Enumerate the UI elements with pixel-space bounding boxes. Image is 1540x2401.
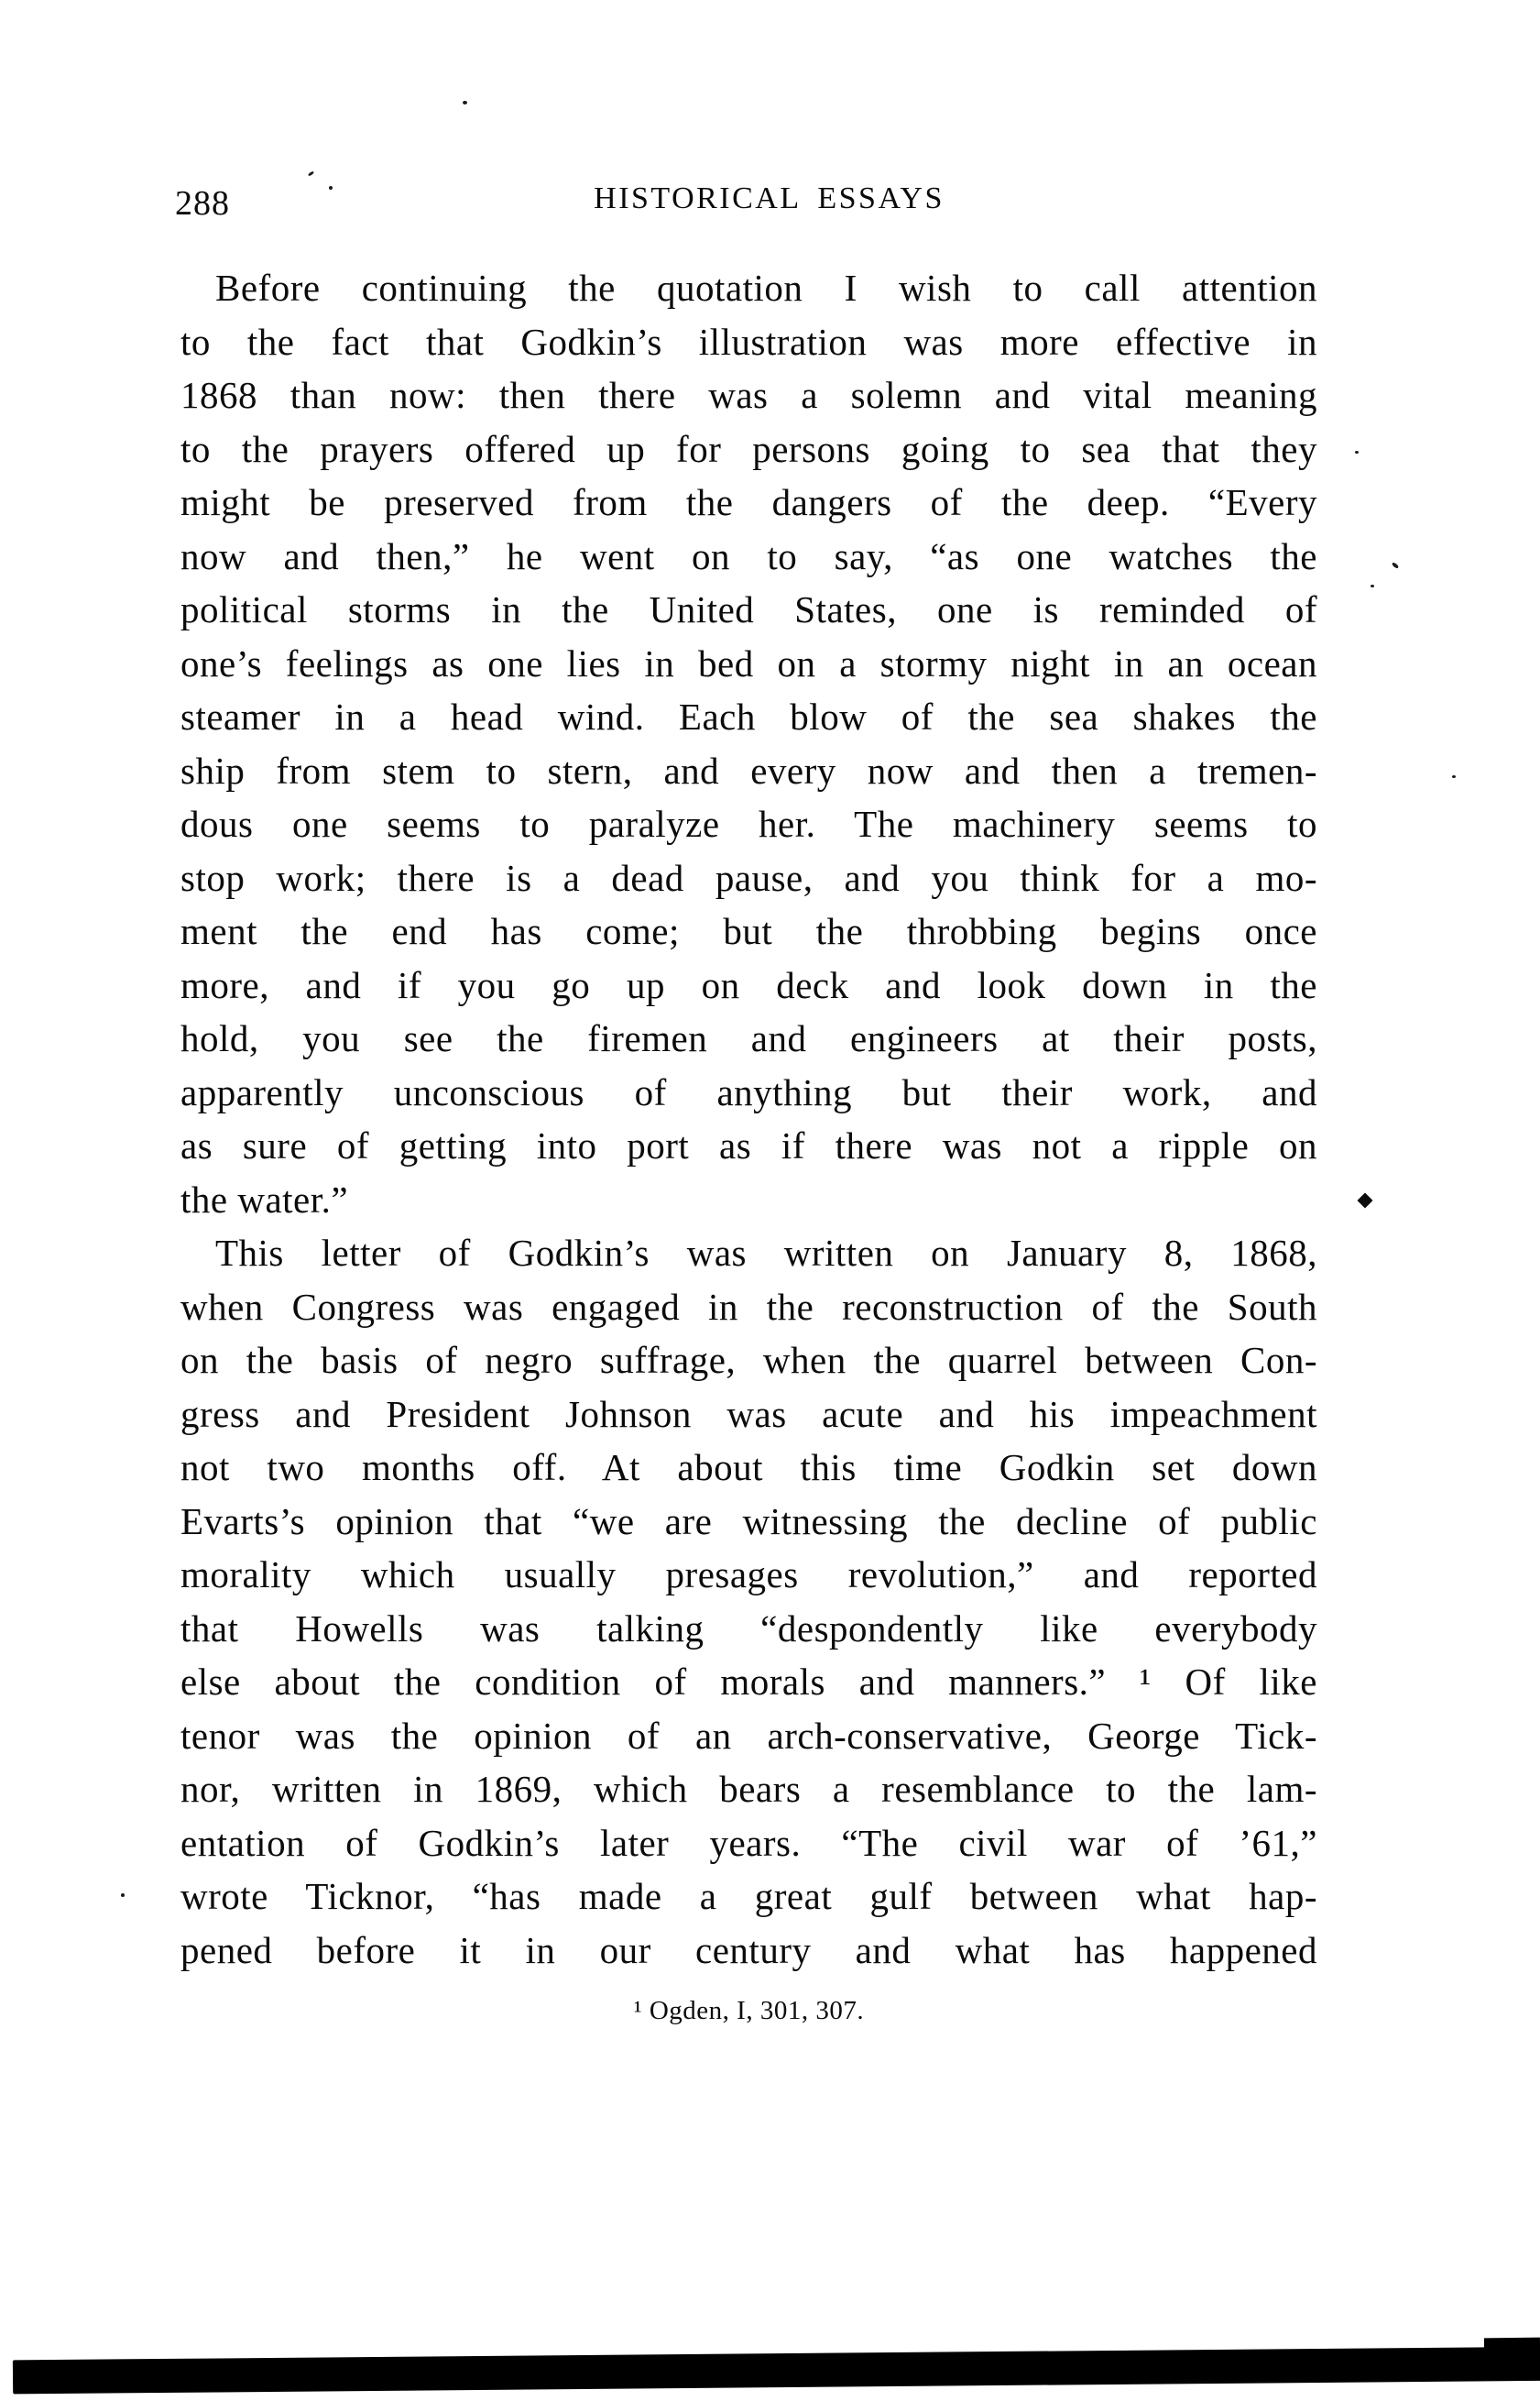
text-line: on the basis of negro suffrage, when the quarrel between Con- (180, 1339, 1317, 1381)
text-line: the water.” (180, 1178, 349, 1221)
running-head: HISTORICAL ESSAYS (594, 181, 945, 215)
page-header (175, 180, 1317, 225)
text-line: ment the end has come; but the throbbing begins once (180, 910, 1317, 952)
text-line: 1868 than now: then there was a solemn and vital meaning (180, 374, 1317, 416)
text-line: This letter of Godkin’s was written on January 8, 1868, (215, 1232, 1317, 1274)
text-line: ship from stem to stern, and every now and then a tremen- (180, 749, 1317, 792)
text-line: wrote Ticknor, “has made a great gulf between what hap- (180, 1875, 1317, 1917)
text-line: more, and if you go up on deck and look down in the (180, 963, 1317, 1006)
scan-speck (1371, 585, 1374, 587)
text-line: hold, you see the firemen and engineers at their posts, (180, 1017, 1317, 1059)
text-line: when Congress was engaged in the reconstruction of the South (180, 1285, 1317, 1328)
scan-speck (1355, 451, 1359, 454)
text-line: now and then,” he went on to say, “as one watches the (180, 534, 1317, 577)
footnote: ¹ Ogden, I, 301, 307. (633, 1996, 865, 2025)
text-line: might be preserved from the dangers of the deep. “Every (180, 481, 1317, 523)
text-line: Before continuing the quotation I wish to call attention (215, 267, 1317, 309)
text-line: steamer in a head wind. Each blow of the sea shakes the (180, 696, 1317, 738)
text-line: Evarts’s opinion that “we are witnessing the decline of public (180, 1499, 1317, 1542)
text-line: dous one seems to paralyze her. The machinery seems to (180, 803, 1317, 845)
body-text (180, 261, 1317, 1977)
text-line: pened before it in our century and what has happened (180, 1928, 1317, 1971)
text-line: tenor was the opinion of an arch-conservative, George Tick- (180, 1714, 1317, 1757)
text-line: gress and President Johnson was acute and his impeachment (180, 1392, 1317, 1435)
scan-bar-artifact (13, 2347, 1540, 2395)
text-line: else about the condition of morals and manners.” ¹ Of like (180, 1661, 1317, 1703)
page-number: 288 (175, 184, 230, 223)
scan-speck (121, 1893, 125, 1897)
scan-speck (1392, 562, 1400, 569)
scan-speck (1452, 775, 1456, 778)
text-line: apparently unconscious of anything but their work, and (180, 1070, 1317, 1113)
scan-speck (329, 186, 333, 190)
text-line: one’s feelings as one lies in bed on a stormy night in an ocean (180, 641, 1317, 685)
scan-speck (463, 101, 467, 104)
text-line: as sure of getting into port as if there was not a ripple on (180, 1124, 1317, 1167)
text-line: to the fact that Godkin’s illustration was more effective in (180, 320, 1317, 363)
diamond-mark-artifact (1358, 1193, 1373, 1209)
scan-bar-artifact (1484, 2338, 1540, 2353)
text-line: morality which usually presages revolution,” and reported (180, 1553, 1317, 1595)
text-line: entation of Godkin’s later years. “The civil war of ’61,” (180, 1821, 1317, 1864)
text-line: stop work; there is a dead pause, and you think for a mo- (180, 856, 1317, 899)
text-line: not two months off. At about this time Godkin set down (180, 1446, 1317, 1488)
text-line: political storms in the United States, one is reminded of (180, 588, 1317, 630)
text-line: to the prayers offered up for persons going to sea that they (180, 427, 1317, 470)
scan-speck (308, 170, 314, 176)
text-line: that Howells was talking “despondently like everybody (180, 1606, 1317, 1650)
text-line: nor, written in 1869, which bears a resemblance to the lam- (180, 1768, 1317, 1810)
